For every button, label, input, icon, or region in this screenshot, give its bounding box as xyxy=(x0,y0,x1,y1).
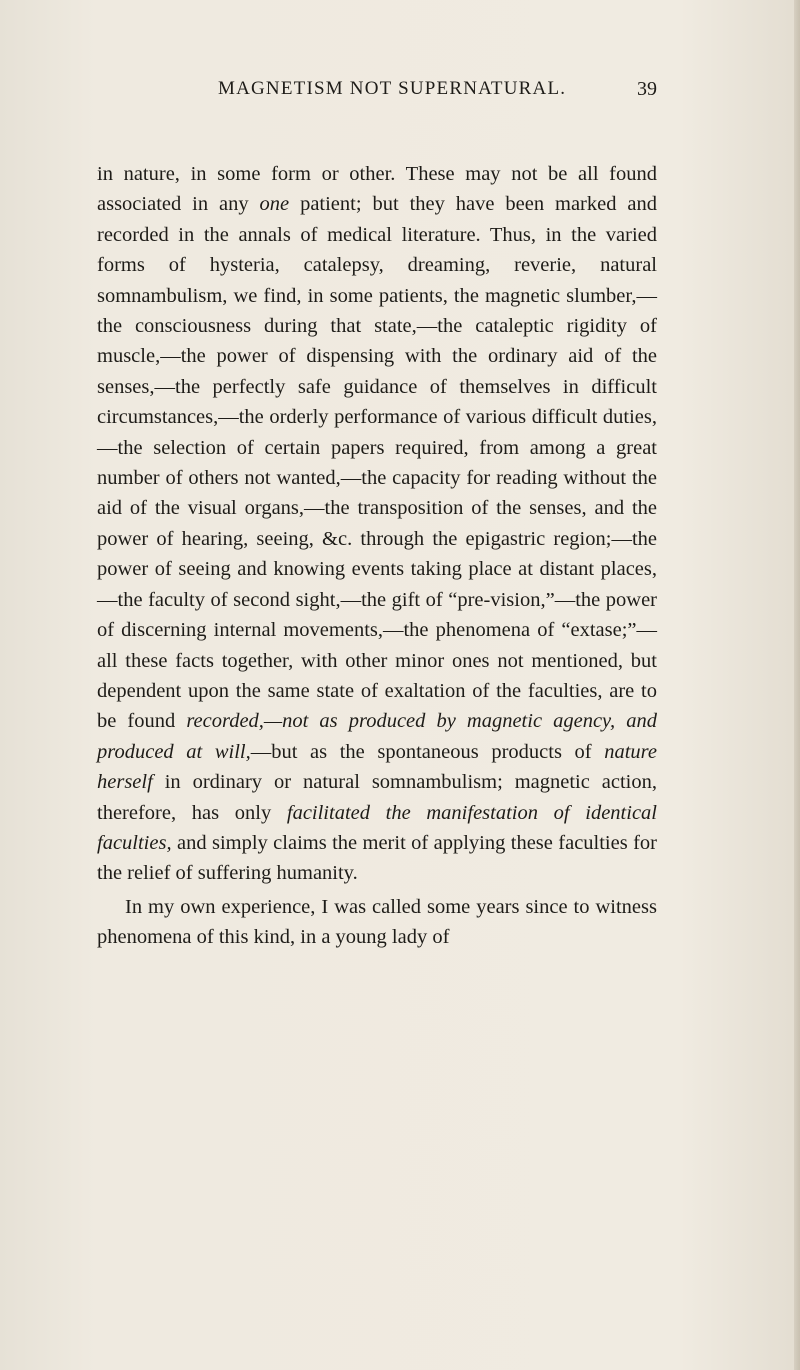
body-text xyxy=(97,159,657,953)
paragraph-1-text-2: patient; but they have been marked and recorded in the annals of medical literature. Thus, in the varied forms of hysteria, catalepsy, dreaming, reverie, natural somnambulism, we find, in some patients, the magnetic slumber,—the consciousness during that state,—the cataleptic rigidity of muscle,—the power of dispensing with the ordinary aid of the senses,—the perfectly safe guidance of themselves in difficult circumstances,—the orderly performance of various difficult duties,—the selection of certain papers required, from among a great number of others not wanted,—the capacity for reading without the aid of the visual organs,—the transposition of the senses, and the power of hearing, seeing, &c. through the epigastric region;—the power of seeing and knowing events taking place at distant places,—the faculty of second sight,—the gift of “pre-vision,”—the power of discerning internal movements,—the phenomena of “extase;”—all these facts together, with other minor ones not mentioned, but dependent upon the same state of exaltation of the faculties, are to be found xyxy=(97,193,657,733)
paragraph-1-text-3: —but as the spontaneous products of xyxy=(250,740,605,763)
paragraph-1-text-5: and simply claims the merit of applying these faculties for the relief of suffering humanity. xyxy=(97,831,657,885)
emphasis-facilitated: facilitated the manifestation of identical faculties, xyxy=(97,801,657,854)
paragraph-1-text-4: in ordinary or natural somnambulism; magnetic action, therefore, has only xyxy=(97,771,657,824)
paragraph-1-text-1: in nature, in some form or other. These may not be all found associated in any xyxy=(97,163,657,216)
page-number: 39 xyxy=(637,78,657,100)
page-edge-shadow xyxy=(794,0,800,1370)
paragraph-2: In my own experience, I was called some years since to witness phenomena of this kind, in a young lady of xyxy=(97,895,657,949)
emphasis-one: one xyxy=(259,193,290,216)
emphasis-nature-herself: nature herself xyxy=(97,740,657,794)
paragraph-1 xyxy=(97,159,657,889)
emphasis-recorded: recorded,—not as produced by magnetic agency, and produced at will, xyxy=(97,710,657,763)
running-title: MAGNETISM NOT SUPERNATURAL. xyxy=(218,78,567,99)
running-head xyxy=(0,78,800,108)
